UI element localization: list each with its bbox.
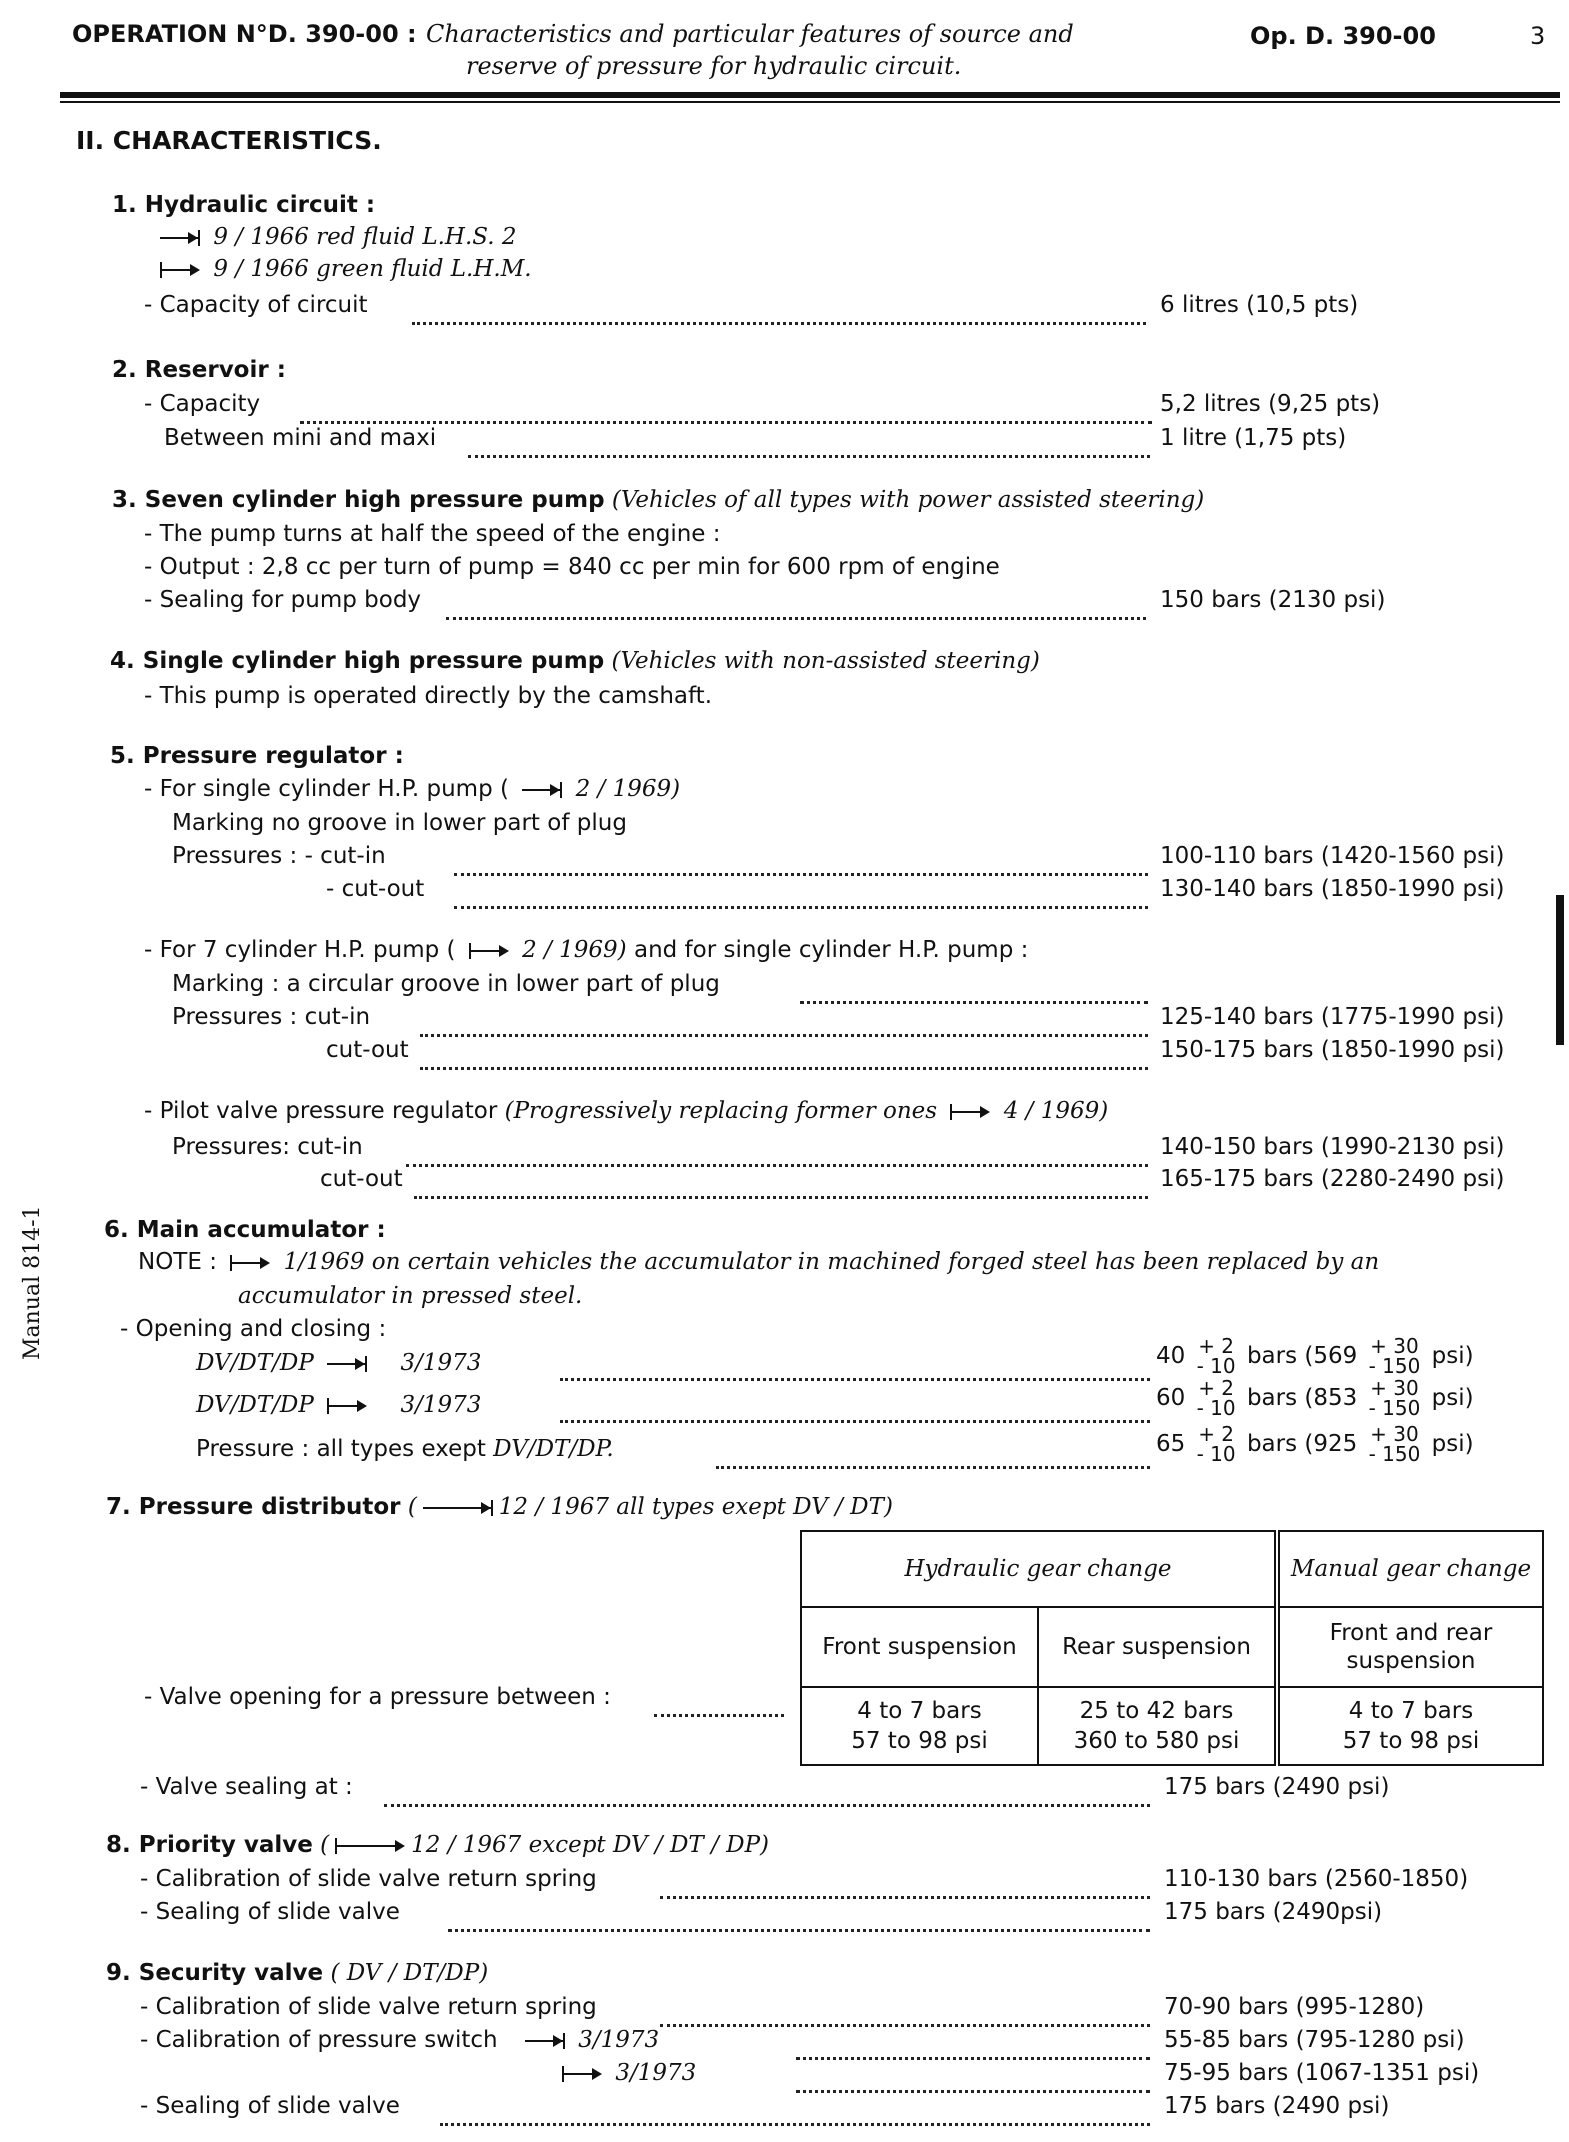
td-manual: [1277, 1687, 1543, 1765]
s3-sealing-leader: [446, 587, 1146, 620]
td-front: [801, 1687, 1038, 1765]
s6-r1-unit: bars (569: [1246, 1343, 1358, 1369]
s4-title: 4. Single cylinder high pressure pump: [110, 648, 605, 674]
operation-title-line2: reserve of pressure for hydraulic circuit.: [466, 52, 962, 80]
s6-r2-tol-dn: - 10: [1196, 1396, 1236, 1420]
s1-capacity-value: 6 litres (10,5 pts): [1160, 292, 1359, 318]
td-manual-bars: 4 to 7 bars: [1348, 1698, 1474, 1724]
s5-b-date: 2 / 1969): [522, 937, 627, 963]
s5-b-row: [144, 937, 1028, 963]
s3-subtitle: (Vehicles of all types with power assisted steering): [611, 487, 1205, 513]
s5-b-cutout-label: cut-out: [326, 1037, 409, 1063]
td-front-bars: 4 to 7 bars: [857, 1698, 982, 1724]
s5-a-row: [144, 776, 680, 802]
s5-a-marking: Marking no groove in lower part of plug: [172, 810, 627, 836]
s6-r3-value: [1156, 1424, 1474, 1464]
th-front-rear-1: Front and rear: [1329, 1620, 1493, 1646]
s5-b-cutin-label: Pressures : cut-in: [172, 1004, 371, 1030]
to-date-arrow-icon: [522, 782, 562, 798]
s5-c-cutin-label: Pressures: cut-in: [172, 1134, 363, 1160]
s6-r2-label: DV/DT/DP: [196, 1392, 314, 1418]
s3-title: 3. Seven cylinder high pressure pump: [112, 487, 605, 513]
s9-l3-leader: [796, 2060, 1150, 2093]
s9-l2-row: [140, 2027, 659, 2053]
s6-r2-tol: [1197, 1378, 1236, 1418]
s1-title: 1. Hydraulic circuit :: [112, 192, 376, 218]
s5-b-cutin-value: 125-140 bars (1775-1990 psi): [1160, 1004, 1505, 1030]
s6-r3-label: Pressure : all types exept: [196, 1436, 486, 1462]
s6-r2-psi-dn: - 150: [1368, 1396, 1421, 1420]
td-front-psi: 57 to 98 psi: [851, 1728, 988, 1754]
s5-a-label: - For single cylinder H.P. pump (: [144, 776, 509, 802]
s6-note-text2: accumulator in pressed steel.: [238, 1283, 583, 1309]
s7-sealing-value: 175 bars (2490 psi): [1164, 1774, 1390, 1800]
s6-r1-psi: [1369, 1336, 1421, 1376]
s6-r3-psi-up: + 30: [1370, 1422, 1419, 1446]
s3-line2: - Output : 2,8 cc per turn of pump = 840 cc per min for 600 rpm of engine: [144, 554, 1000, 580]
s6-r3-psi: [1369, 1424, 1421, 1464]
s6-r3-psi-dn: - 150: [1368, 1442, 1421, 1466]
td-manual-psi: 57 to 98 psi: [1342, 1728, 1480, 1754]
s6-r2-psi: [1369, 1378, 1421, 1418]
s7-sealing-leader: [384, 1774, 1150, 1807]
s5-b-cutin-leader: [420, 1004, 1148, 1037]
s9-l1-label: - Calibration of slide valve return spring: [140, 1994, 597, 2020]
s7-subtitle: 12 / 1967 all types exept DV / DT): [498, 1494, 893, 1520]
s6-r3-end: psi): [1431, 1431, 1474, 1457]
s6-r2-psi-up: + 30: [1370, 1376, 1419, 1400]
s9-l2-date: 3/1973: [578, 2027, 660, 2053]
s5-c-cutout-leader: [414, 1166, 1148, 1199]
s6-r3-left: [196, 1436, 614, 1462]
s2-capacity-value: 5,2 litres (9,25 pts): [1160, 391, 1381, 417]
s9-subtitle: ( DV / DT/DP): [330, 1960, 489, 1986]
from-date-arrow-icon: [230, 1255, 270, 1271]
s7-sealing-label: - Valve sealing at :: [140, 1774, 353, 1800]
s2-title: 2. Reservoir :: [112, 357, 286, 383]
s5-b-label: - For 7 cylinder H.P. pump (: [144, 937, 456, 963]
s4-line1: - This pump is operated directly by the camshaft.: [144, 683, 713, 709]
s5-a-cutout-leader: [454, 876, 1148, 909]
s7-valve-opening-leader: [654, 1684, 784, 1717]
s6-opening-label: - Opening and closing :: [120, 1316, 387, 1342]
s8-title-row: 8. Priority valve ( 12 / 1967 except DV / DT / DP): [106, 1832, 770, 1858]
s5-b-marking-leader: [800, 971, 1148, 1004]
s8-l2-leader: [448, 1899, 1150, 1932]
s5-b-marking: Marking : a circular groove in lower part of plug: [172, 971, 720, 997]
s2-capacity-leader: [300, 391, 1152, 424]
s9-l2-label: - Calibration of pressure switch: [140, 2027, 498, 2053]
s6-r1-tol-up: + 2: [1198, 1334, 1235, 1358]
th-front-rear: [1277, 1607, 1543, 1687]
s9-l4-leader: [440, 2093, 1150, 2126]
page-number: 3: [1530, 22, 1546, 50]
s6-r1-leader: [560, 1348, 1150, 1381]
distributor-table: [800, 1530, 1544, 1766]
th-hydraulic: Hydraulic gear change: [801, 1531, 1277, 1607]
s4-title-row: [110, 648, 1040, 674]
s1-to-date-row: [154, 224, 517, 250]
s9-l2-leader: [796, 2027, 1150, 2060]
s6-r1-psi-dn: - 150: [1368, 1354, 1421, 1378]
s5-b-cutout-leader: [420, 1037, 1148, 1070]
s8-l2-value: 175 bars (2490psi): [1164, 1899, 1383, 1925]
s6-r3-tol: [1197, 1424, 1236, 1464]
s1-capacity-leader: [412, 292, 1146, 325]
s6-r2-left: [196, 1392, 481, 1418]
s6-r1-tol: [1197, 1336, 1236, 1376]
s6-note-label: NOTE :: [138, 1249, 217, 1275]
s6-r2-end: psi): [1431, 1385, 1474, 1411]
s3-sealing-label: - Sealing for pump body: [144, 587, 422, 613]
s5-c-row: [144, 1098, 1108, 1124]
s6-note-row: [138, 1249, 1379, 1275]
s9-l4-label: - Sealing of slide valve: [140, 2093, 400, 2119]
s7-valve-opening-label: - Valve opening for a pressure between :: [144, 1684, 611, 1710]
from-date-arrow-icon: [335, 1838, 405, 1854]
to-date-arrow-icon: [327, 1356, 367, 1372]
from-date-arrow-icon: [562, 2066, 602, 2082]
op-code: Op. D. 390-00: [1250, 22, 1436, 50]
from-date-arrow-icon: [950, 1104, 990, 1120]
th-manual: Manual gear change: [1277, 1531, 1543, 1607]
th-front: Front suspension: [801, 1607, 1038, 1687]
td-rear-bars: 25 to 42 bars: [1079, 1698, 1234, 1724]
s5-a-cutout-value: 130-140 bars (1850-1990 psi): [1160, 876, 1505, 902]
header-rule: [60, 92, 1560, 98]
s6-r3-unit: bars (925: [1246, 1431, 1358, 1457]
s2-mini-label: Between mini and maxi: [164, 425, 437, 451]
s5-c-label: - Pilot valve pressure regulator: [144, 1098, 498, 1124]
s7-title: 7. Pressure distributor: [106, 1494, 401, 1520]
s4-subtitle: (Vehicles with non-assisted steering): [611, 648, 1040, 674]
s6-r2-base: 60: [1156, 1385, 1186, 1411]
s6-r2-tol-up: + 2: [1198, 1376, 1235, 1400]
th-front-rear-2: suspension: [1346, 1648, 1476, 1674]
td-rear: [1038, 1687, 1277, 1765]
s1-from-date: 9 / 1966 green fluid L.H.M.: [213, 256, 532, 282]
s9-l4-value: 175 bars (2490 psi): [1164, 2093, 1390, 2119]
s7-title-row: 7. Pressure distributor ( 12 / 1967 all types exept DV / DT): [106, 1494, 893, 1520]
s9-l1-leader: [660, 1994, 1150, 2027]
s3-title-row: [112, 487, 1204, 513]
operation-number: OPERATION N°D. 390-00 :: [72, 20, 417, 48]
s1-to-date: 9 / 1966 red fluid L.H.S. 2: [213, 224, 517, 250]
s2-capacity-label: - Capacity: [144, 391, 261, 417]
header-rule-thin: [60, 101, 1560, 103]
s5-a-cutin-label: Pressures : - cut-in: [172, 843, 386, 869]
from-date-arrow-icon: [160, 262, 200, 278]
from-date-arrow-icon: [327, 1398, 367, 1414]
s9-l3-value: 75-95 bars (1067-1351 psi): [1164, 2060, 1480, 2086]
manual-side-label: Manual 814-1: [20, 1205, 45, 1360]
s5-b-cutout-value: 150-175 bars (1850-1990 psi): [1160, 1037, 1505, 1063]
s5-title: 5. Pressure regulator :: [110, 743, 404, 769]
s8-l2-label: - Sealing of slide valve: [140, 1899, 400, 1925]
s5-c-date: 4 / 1969): [1003, 1098, 1109, 1124]
s8-title: 8. Priority valve: [106, 1832, 313, 1858]
s1-capacity-label: - Capacity of circuit: [144, 292, 368, 318]
s8-l1-label: - Calibration of slide valve return spring: [140, 1866, 597, 1892]
s9-l1-value: 70-90 bars (995-1280): [1164, 1994, 1425, 2020]
s9-l3-date: 3/1973: [615, 2060, 697, 2086]
s6-r1-date: 3/1973: [400, 1350, 482, 1376]
s3-line1: - The pump turns at half the speed of the engine :: [144, 521, 721, 547]
s6-r2-date: 3/1973: [400, 1392, 482, 1418]
s5-c-cutout-label: cut-out: [320, 1166, 403, 1192]
s6-title: 6. Main accumulator :: [104, 1217, 386, 1243]
s5-a-cutin-value: 100-110 bars (1420-1560 psi): [1160, 843, 1505, 869]
s6-r1-psi-up: + 30: [1370, 1334, 1419, 1358]
s5-c-cutin-value: 140-150 bars (1990-2130 psi): [1160, 1134, 1505, 1160]
s6-r1-label: DV/DT/DP: [196, 1350, 314, 1376]
to-date-arrow-icon: [423, 1500, 493, 1516]
s6-r3-base: 65: [1156, 1431, 1186, 1457]
s6-r1-base: 40: [1156, 1343, 1186, 1369]
s5-c-cutout-value: 165-175 bars (2280-2490 psi): [1160, 1166, 1505, 1192]
s6-r3-tol-dn: - 10: [1196, 1442, 1236, 1466]
s9-title: 9. Security valve: [106, 1960, 324, 1986]
s5-a-cutout-label: - cut-out: [326, 876, 425, 902]
td-rear-psi: 360 to 580 psi: [1073, 1728, 1240, 1754]
s6-r1-value: [1156, 1336, 1474, 1376]
s5-a-cutin-leader: [454, 843, 1148, 876]
s9-l3-row: [556, 2060, 696, 2086]
s8-l1-value: 110-130 bars (2560-1850): [1164, 1866, 1469, 1892]
s6-r2-value: [1156, 1378, 1474, 1418]
s6-r2-leader: [560, 1390, 1150, 1423]
s6-note-text1: 1/1969 on certain vehicles the accumulator in machined forged steel has been replaced by an: [283, 1249, 1380, 1275]
s2-mini-value: 1 litre (1,75 pts): [1160, 425, 1347, 451]
s6-r2-unit: bars (853: [1246, 1385, 1358, 1411]
s9-title-row: [106, 1960, 488, 1986]
operation-title-line1: Characteristics and particular features of source and: [426, 20, 1074, 48]
s9-l2-value: 55-85 bars (795-1280 psi): [1164, 2027, 1465, 2053]
to-date-arrow-icon: [160, 230, 200, 246]
th-rear: Rear suspension: [1038, 1607, 1277, 1687]
s6-r1-end: psi): [1431, 1343, 1474, 1369]
margin-bar: [1556, 895, 1564, 1045]
s8-l1-leader: [660, 1866, 1150, 1899]
s6-r3-leader: [716, 1436, 1150, 1469]
s5-c-italic: (Progressively replacing former ones: [504, 1098, 938, 1124]
s5-b-rest: and for single cylinder H.P. pump :: [633, 937, 1029, 963]
s1-from-date-row: [154, 256, 532, 282]
s6-r1-left: [196, 1350, 481, 1376]
s6-r1-tol-dn: - 10: [1196, 1354, 1236, 1378]
from-date-arrow-icon: [469, 943, 509, 959]
s2-mini-leader: [468, 425, 1150, 458]
s8-subtitle: 12 / 1967 except DV / DT / DP): [411, 1832, 770, 1858]
s6-r3-italic: DV/DT/DP.: [493, 1436, 614, 1462]
s6-r3-tol-up: + 2: [1198, 1422, 1235, 1446]
s5-c-cutin-leader: [406, 1134, 1148, 1167]
s3-sealing-value: 150 bars (2130 psi): [1160, 587, 1386, 613]
section-title: II. CHARACTERISTICS.: [76, 126, 382, 155]
to-date-arrow-icon: [525, 2033, 565, 2049]
s5-a-date: 2 / 1969): [575, 776, 681, 802]
